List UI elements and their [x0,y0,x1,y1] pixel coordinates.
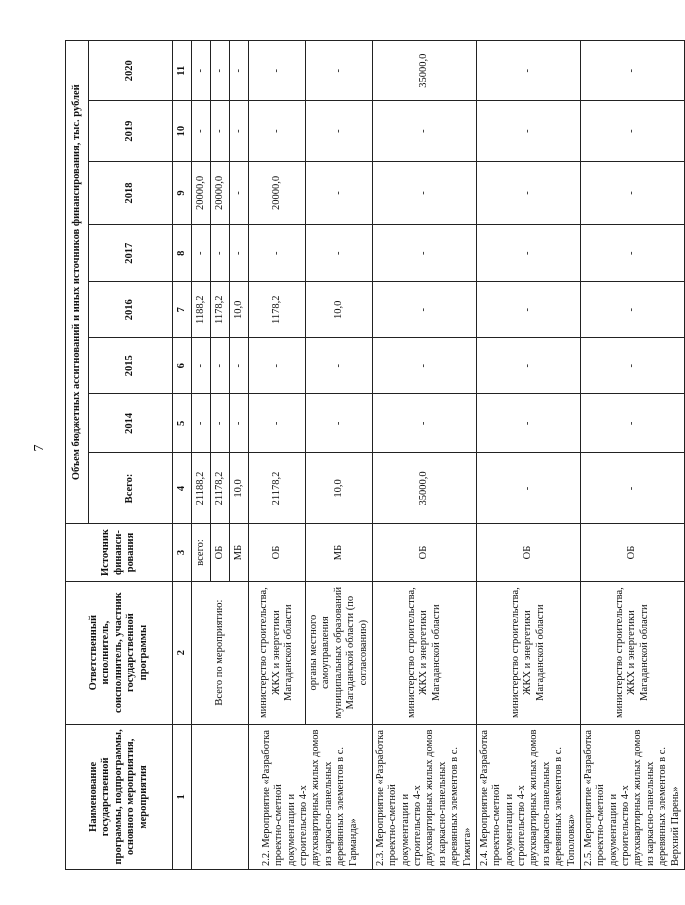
executor-cell: министерство строительства, ЖКХ и энергетики Магаданской области [372,581,476,724]
item-name-cell [192,724,249,869]
source-cell: всего: [192,524,211,581]
value-cell: - [192,394,211,453]
header-total-col: Всего: [89,453,173,524]
value-cell: 21188,2 [192,453,211,524]
value-cell: 20000,0 [192,161,211,225]
page-number: 7 [32,444,47,452]
value-cell: - [192,338,211,394]
value-cell: - [372,161,476,225]
value-cell: - [211,394,230,453]
value-cell: - [476,41,580,101]
value-cell: 10,0 [230,282,249,338]
value-cell: - [306,394,373,453]
executor-cell: органы местного самоуправления муниципальных образований Магаданской области (по согласованию) [306,581,373,724]
value-cell: 1178,2 [249,282,306,338]
value-cell: - [192,41,211,101]
item-name-cell: 2.4. Мероприятие «Разработка проектно-сметной документации и строительство 4-х двухквартирных жилых домов из каркасно-панельных деревянных элементов в с. Тополовка» [476,724,580,869]
source-cell: ОБ [249,524,306,581]
value-cell: - [230,161,249,225]
column-number-cell: 9 [173,161,192,225]
group-total-label: Всего по мероприятию: [192,581,249,724]
value-cell: - [230,225,249,282]
value-cell: - [580,453,684,524]
value-cell: - [580,338,684,394]
value-cell: - [476,161,580,225]
column-number-cell: 7 [173,282,192,338]
value-cell: 10,0 [306,282,373,338]
value-cell: 20000,0 [211,161,230,225]
value-cell: 1188,2 [192,282,211,338]
value-cell: - [211,41,230,101]
value-cell: - [580,394,684,453]
value-cell: 21178,2 [249,453,306,524]
value-cell: 35000,0 [372,453,476,524]
value-cell: - [580,41,684,101]
header-year-col: 2015 [89,338,173,394]
value-cell: - [211,338,230,394]
column-number-cell: 11 [173,41,192,101]
value-cell: - [306,41,373,101]
header-row [66,41,89,870]
value-cell: - [192,101,211,161]
value-cell: - [476,282,580,338]
value-cell: 10,0 [306,453,373,524]
column-number-row [173,41,192,870]
column-number-cell: 10 [173,101,192,161]
value-cell: - [372,101,476,161]
column-number-cell: 1 [173,724,192,869]
value-cell: - [306,225,373,282]
value-cell: - [580,282,684,338]
value-cell: - [476,101,580,161]
value-cell: - [476,453,580,524]
executor-cell: министерство строительства, ЖКХ и энергетики Магаданской области [249,581,306,724]
value-cell: - [306,338,373,394]
item-name-cell: 2.2. Мероприятие «Разработка проектно-сметной документации и строительство 4-х двухквартирных жилых домов из каркасно-панельных деревянных элементов в с. Гарманда» [249,724,373,869]
column-number-cell: 2 [173,581,192,724]
value-cell: - [476,394,580,453]
value-cell: - [249,338,306,394]
value-cell: 21178,2 [211,453,230,524]
item-name-cell: 2.5. Мероприятие «Разработка проектно-сметной документации и строительство 4-х двухквартирных жилых домов из каркасно-панельных деревянных элементов в с. Верхний Парень» [580,724,684,869]
header-year-col: 2017 [89,225,173,282]
value-cell: - [230,101,249,161]
header-year-col: 2014 [89,394,173,453]
value-cell: - [372,225,476,282]
table-row [476,41,580,870]
table-row [580,41,684,870]
header-name-col: Наименование государственной программы, подпрограммы, основного мероприятия, мероприятия [66,724,173,869]
header-year-col: 2016 [89,282,173,338]
value-cell: - [230,338,249,394]
value-cell: - [306,101,373,161]
item-name-cell: 2.3. Мероприятие «Разработка проектно-сметной документации и строительство 4-х двухквартирных жилых домов из каркасно-панельных деревянных элементов в с. Гижига» [372,724,476,869]
value-cell: - [372,282,476,338]
value-cell: 10,0 [230,453,249,524]
value-cell: - [230,41,249,101]
value-cell: - [249,225,306,282]
header-source-col: Источник финанси-рования [66,524,173,581]
header-year-col: 2020 [89,41,173,101]
executor-cell: министерство строительства, ЖКХ и энергетики Магаданской области [580,581,684,724]
value-cell: - [249,41,306,101]
header-year-col: 2019 [89,101,173,161]
column-number-cell: 5 [173,394,192,453]
value-cell: - [580,101,684,161]
value-cell: - [230,394,249,453]
source-cell: ОБ [211,524,230,581]
column-number-cell: 4 [173,453,192,524]
value-cell: - [476,338,580,394]
value-cell: - [249,394,306,453]
value-cell: - [476,225,580,282]
value-cell: - [192,225,211,282]
value-cell: - [306,161,373,225]
column-number-cell: 6 [173,338,192,394]
source-cell: ОБ [372,524,476,581]
value-cell: - [580,225,684,282]
value-cell: - [372,394,476,453]
column-number-cell: 3 [173,524,192,581]
table-row [192,41,211,870]
value-cell: - [372,338,476,394]
source-cell: ОБ [580,524,684,581]
value-cell: 1178,2 [211,282,230,338]
header-volume-group: Объем бюджетных ассигнований и иных источников финансирования, тыс. рублей [66,41,89,524]
header-year-col: 2018 [89,161,173,225]
value-cell: 35000,0 [372,41,476,101]
executor-cell: министерство строительства, ЖКХ и энергетики Магаданской области [476,581,580,724]
source-cell: МБ [306,524,373,581]
source-cell: МБ [230,524,249,581]
value-cell: - [580,161,684,225]
header-executor-col: Ответственный исполнитель, соисполнитель, участник государственной программы [66,581,173,724]
value-cell: - [249,101,306,161]
column-number-cell: 8 [173,225,192,282]
financing-table [65,40,685,870]
value-cell: - [211,225,230,282]
value-cell: - [211,101,230,161]
value-cell: 20000,0 [249,161,306,225]
table-row [249,41,306,870]
source-cell: ОБ [476,524,580,581]
table-row [372,41,476,870]
